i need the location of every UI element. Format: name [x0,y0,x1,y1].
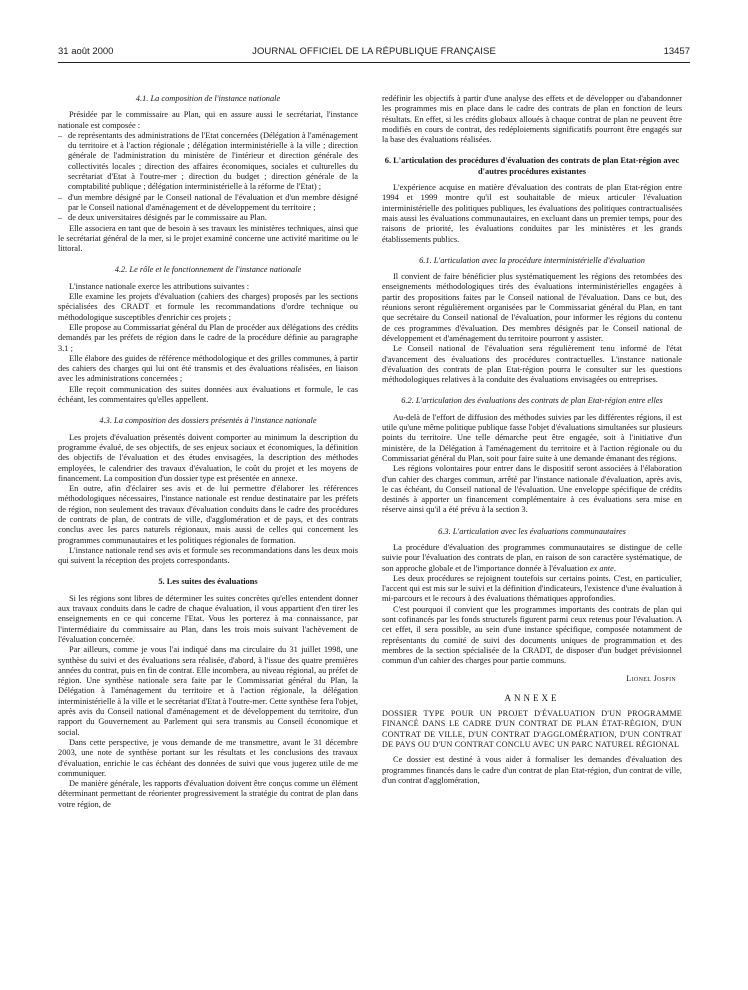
section-4-1-title: 4.1. La composition de l'instance nationale [135,94,281,103]
page-number: 13457 [663,46,690,57]
section-4-2-title: 4.2. Le rôle et le fonctionnement de l'instance nationale [114,265,302,275]
paragraph: En outre, afin d'éclairer ses avis et de lui permettre d'élaborer les références méthodologiques nécessaires, l'instance nationale est rendue destinataire par les préfets de région, non seulement des travaux d'évaluation conduits dans le cadre des procédures de contrats de plan, de contrats de ville, d'agglomération et de pays, et des contrats conclus avec les parcs naturels régionaux, mais aussi de celles qui concernent les programmes communautaires et les politiques régionales de formation. [58,484,358,545]
paragraph: Il convient de faire bénéficier plus systématiquement les régions des retombées des enseignements méthodologiques tirés des évaluations interministérielles engagées à partir des propositions faites par le Conseil national de l'évaluation. Dans ce but, des réunions seront régulièrement organisées par le Commissariat général du Plan, en tant que secrétaire du Conseil national de l'évaluation, pour informer les régions du contenu de ces programmes d'évaluation. Des membres désignés par le Conseil national de développement et d'aménagement du territoire pourront y assister. [382,272,682,343]
annexe-heading: ANNEXE [504,692,560,703]
paragraph: De manière générale, les rapports d'évaluation doivent être conçus comme un élément déterminant permettant de réorienter progressivement la stratégie du contrat de plan dans votre région, de [58,779,358,809]
section-5-title: 5. Les suites des évaluations [158,577,258,587]
paragraph: Elle associera en tant que de besoin à ses travaux les ministères techniques, ainsi que le secrétariat général de la mer, si le projet examiné concerne une activité maritime ou le littoral. [58,223,358,254]
section-6-1-title: 6.1. L'articulation avec la procédure interministérielle d'évaluation [419,255,645,265]
paragraph: Elle examine les projets d'évaluation (cahiers des charges) proposés par les sections spécialisées des CRADT et formule les recommandations d'ordre technique ou méthodologique susceptibles d'enrichir ces projets ; [58,292,358,322]
paragraph: Si les régions sont libres de déterminer les suites concrètes qu'elles entendent donner aux travaux conduits dans le cadre de chaque évaluation, il vous appartient d'en tirer les enseignements en ce qui concerne l'Etat. Vous les porterez à ma connaissance, par l'intermédiaire du commissaire au Plan, dans les trois mois suivant l'achèvement de l'évaluation concernée. [58,593,358,644]
paragraph: Les deux procédures se rejoignent toutefois sur certains points. C'est, en particulier, l'accent qui est mis sur le suivi et la définition d'indicateurs, l'existence d'une évaluation à mi-parcours et le recours à des évaluations thématiques approfondies. [382,573,682,604]
paragraph: Elle reçoit communication des suites données aux évaluations et formule, le cas échéant, les commentaires qu'elles appellent. [58,384,358,405]
list-item: – de représentants des administrations de l'Etat concernées (Délégation à l'aménagement du territoire et à l'action régionale ; délégation interministérielle à la ville ; direction générale de l'administration du ministère de l'intérieur et direction générale des collectivités locales ; direction des affaires économiques, sociales et culturelles du secrétariat d'Etat à l'outre-mer ; direction du budget ; direction générale de la comptabilité publique ; délégation interministérielle à la réforme de l'Etat) ; [58,131,358,193]
page-header [58,46,690,60]
signature: Lionel Jospin [626,673,676,683]
paragraph: L'expérience acquise en matière d'évaluation des contrats de plan Etat-région entre 1994 et 1999 montre qu'il est souhaitable de mieux articuler l'évaluation interministérielle des politiques publiques, les évaluations des politiques contractualisées mais aussi les évaluations communautaires, en excluant dans un premier temps, pour des raisons de priorité, les évaluations conduites par les ministères et les grands établissements publics. [382,183,682,244]
list-item: – de deux universitaires désignés par le commissaire au Plan. [58,213,358,223]
section-6-title: 6. L'articulation des procédures d'évaluation des contrats de plan Etat-région avec d'autres procédures existantes [384,156,680,176]
paragraph [382,543,682,574]
journal-title: JOURNAL OFFICIEL DE LA RÉPUBLIQUE FRANÇAISE [252,46,496,57]
paragraph: Elle propose au Commissariat général du Plan de procéder aux délégations des crédits demandés par les préfets de région dans le cadre de la procédure définie au paragraphe 3.1 ; [58,322,358,353]
emphasis-text: ex ante [589,563,614,573]
paragraph-text: La procédure d'évaluation des programmes communautaires se distingue de celle suivie pour l'évaluation des contrats de plan, en raison de son caractère systématique, de son approche globale et de l'importance donnée à l'évaluation [382,542,682,573]
paragraph: Les projets d'évaluation présentés doivent comporter au minimum la description du programme évalué, de ses objectifs, de ses enjeux sociaux et économiques, la définition des objectifs de l'évaluation et des études envisagées, la description des méthodes employées, le calendrier des travaux d'évaluation, le coût du projet et les moyens de financement. La composition d'un dossier type est présentée en annexe. [58,432,358,483]
section-6-2-title: 6.2. L'articulation des évaluations des contrats de plan Etat-région entre elles [401,396,663,406]
right-column [382,94,682,786]
paragraph: L'instance nationale rend ses avis et formule ses recommandations dans les deux mois qui suivent la réception des projets correspondants. [58,545,358,566]
paragraph-continued: redéfinir les objectifs à partir d'une analyse des effets et de développer ou d'abandonner les programmes mis en place dans le cadre des contrats de plan en fonction de leurs résultats. En effet, si les crédits globaux alloués à chaque contrat de plan ne peuvent être modifiés en cours de contrat, des redéploiements significatifs pourront être engagés sur la base des évaluations réalisées. [382,94,682,145]
annexe-title: DOSSIER TYPE POUR UN PROJET D'ÉVALUATION D'UN PROGRAMME FINANCÉ DANS LE CADRE D'UN CONTRAT DE PLAN ÉTAT-RÉGION, D'UN CONTRAT DE VILLE, D'UN CONTRAT D'AGGLOMÉRATION, D'UN CONTRAT DE PAYS OU D'UN CONTRAT CONCLU AVEC UN PARC NATUREL RÉGIONAL [382,709,682,750]
paragraph: Au-delà de l'effort de diffusion des méthodes suivies par les différentes régions, il est utile qu'une même politique publique fasse l'objet d'évaluations simultanées sur plusieurs points du territoire. Une telle démarche peut être engagée, soit à l'initiative d'un ministère, de la Délégation à l'aménagement du territoire et à l'action régionale ou du Commissariat général du Plan, soit pour faire suite à une demande émanant des régions. [382,412,682,463]
header-date: 31 août 2000 [58,46,114,57]
paragraph: Par ailleurs, comme je vous l'ai indiqué dans ma circulaire du 31 juillet 1998, une synthèse du suivi et des évaluations sera réalisée, d'abord, à l'issue des quatre premières années du contrat, puis en fin de contrat. Elle incombera, au niveau régional, au préfet de région. Une synthèse nationale sera faite par le Commissariat général du Plan, la Délégation à l'aménagement du territoire et à l'action régionale, la délégation interministérielle à la ville et le secrétariat d'Etat à l'outre-mer. Cette synthèse fera l'objet, après avis du Conseil national d'aménagement et de développement du territoire, d'un rapport du Gouvernement au Parlement qui sera transmis au Conseil économique et social. [58,645,358,737]
header-rule [58,62,690,63]
paragraph: Elle élabore des guides de référence méthodologique et des grilles communes, à partir des cahiers des charges qui lui ont été transmis et des évaluations réalisées, en liaison avec les administrations concernées ; [58,353,358,384]
paragraph: Présidée par le commissaire au Plan, qui en assure aussi le secrétariat, l'instance nationale est composée : [58,110,358,130]
section-4-3-title: 4.3. La composition des dossiers présentés à l'instance nationale [99,416,317,426]
paragraph: Le Conseil national de l'évaluation sera régulièrement tenu informé de l'état d'avancement des évaluations des procédures contractuelles. L'instance nationale d'évaluation des contrats de plan Etat-région pourra le consulter sur les questions méthodologiques relatives à la conduite des évaluations envisagées ou entreprises. [382,344,682,385]
paragraph: Les régions volontaires pour entrer dans le dispositif seront associées à l'élaboration d'un cahier des charges commun, arrêté par l'instance nationale d'évaluation, après avis, le cas échéant, du Conseil national de l'évaluation. Une enveloppe spécifique de crédits destinés à apporter un financement complémentaire à ces évaluations sera mise en réserve ainsi qu'il a été prévu à la section 3. [382,464,682,515]
paragraph: L'instance nationale exerce les attributions suivantes : [69,281,250,291]
paragraph: C'est pourquoi il convient que les programmes importants des contrats de plan qui sont cofinancés par les fonds structurels figurent parmi ceux retenus pour l'évaluation. A cet effet, il sera possible, au sein d'une instance spécifique, composée notamment de représentants du comité de suivi des documents uniques de programmation et des membres de la section spécialisée de la CRADT, de disposer d'un budget prévisionnel commun d'un cahier des charges pour partie communs. [382,604,682,666]
section-6-3-title: 6.3. L'articulation avec les évaluations communautaires [438,526,626,536]
list-item: – d'un membre désigné par le Conseil national de l'évaluation et d'un membre désigné par le Conseil national d'aménagement et de développement du territoire ; [58,193,358,214]
left-column [58,94,358,810]
composition-list [58,131,358,224]
paragraph: Dans cette perspective, je vous demande de me transmettre, avant le 31 décembre 2003, une note de synthèse portant sur les résultats et les conclusions des travaux d'évaluation, enrichie le cas échéant des données de suivi que vous jugerez utile de me communiquer. [58,737,358,778]
paragraph: Ce dossier est destiné à vous aider à formaliser les demandes d'évaluation des programmes financés dans le cadre d'un contrat de plan Etat-région, d'un contrat de ville, d'un contrat d'agglomération, [382,755,682,785]
paragraph-text: . [613,563,616,573]
